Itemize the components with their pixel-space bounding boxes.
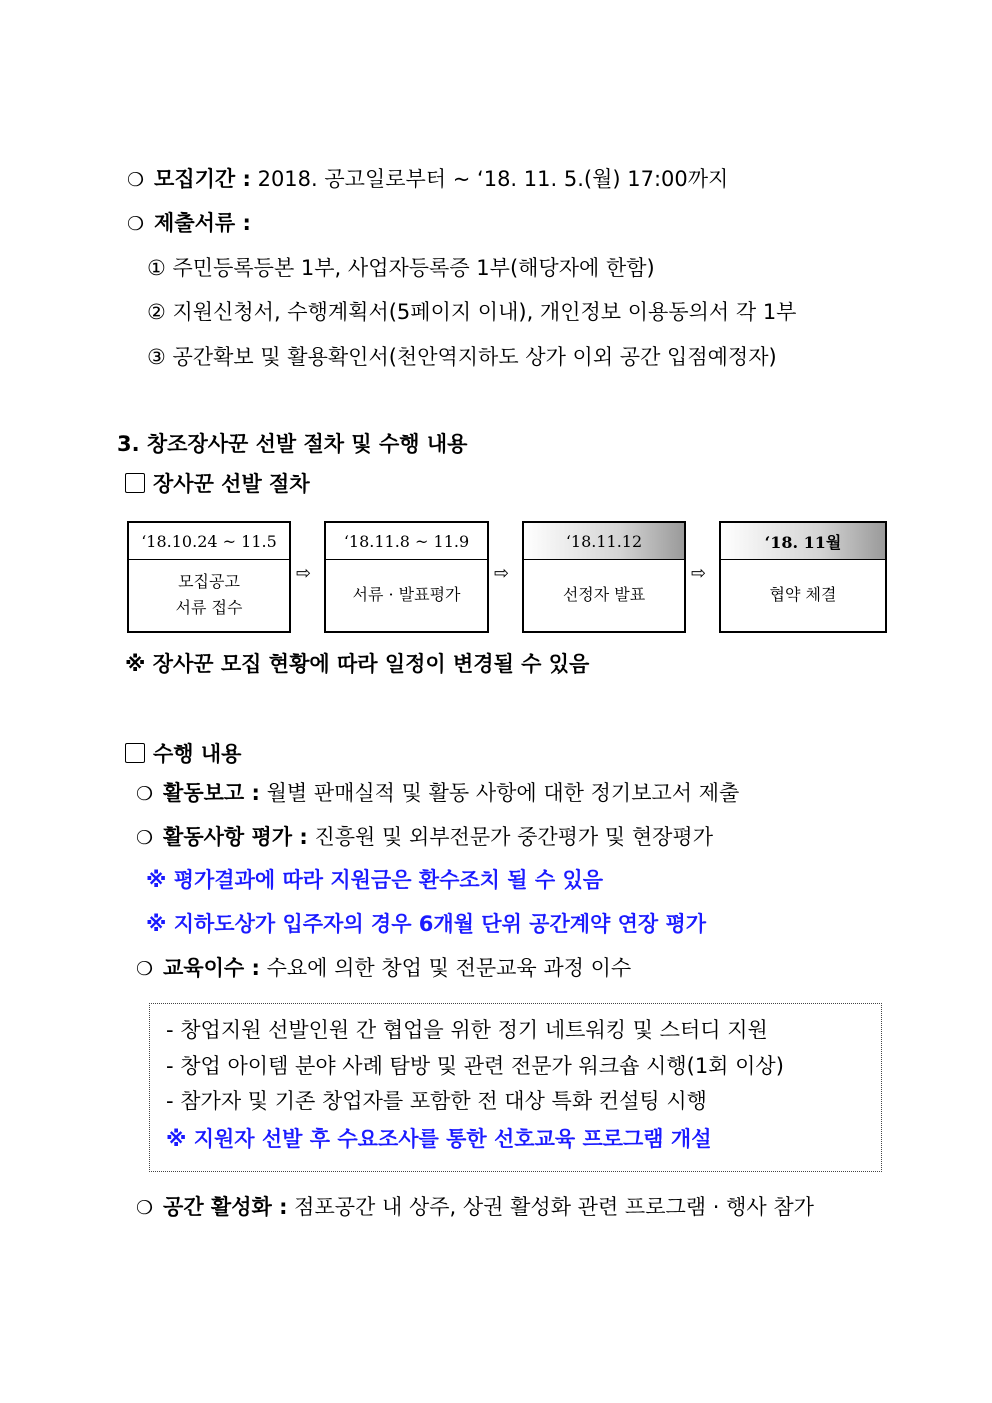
flow-step-body: [129, 560, 289, 630]
education-note: ※ 지원자 선발 후 수요조사를 통한 선호교육 프로그램 개설: [166, 1127, 712, 1151]
education-item: - 창업지원 선발인원 간 협업을 위한 정기 네트워킹 및 스터디 지원: [166, 1018, 768, 1042]
docs-label: 제출서류 :: [154, 211, 251, 235]
bullet-circle-icon: ❍: [136, 827, 154, 849]
refund-note: ※ 평가결과에 따라 지원금은 환수조치 될 수 있음: [146, 868, 604, 892]
activity-report-value: 월별 판매실적 및 활동 사항에 대한 정기보고서 제출: [259, 781, 740, 805]
flow-step-text: 모집공고: [178, 572, 240, 591]
flow-step-date: [721, 523, 885, 560]
selection-heading: [125, 470, 310, 498]
recruit-period-label: 모집기간 :: [154, 167, 251, 191]
bullet-circle-icon: ❍: [127, 213, 145, 235]
activity-eval-value: 진흥원 및 외부전문가 중간평가 및 현장평가: [307, 825, 713, 849]
doc-item-text: 공간확보 및 활용확인서(천안역지하도 상가 이외 공간 입점예정자): [172, 345, 777, 369]
recruit-period-line: [127, 165, 728, 194]
doc-item: [147, 254, 655, 282]
checkbox-square-icon: [125, 743, 145, 763]
bullet-circle-icon: ❍: [136, 958, 154, 980]
recruit-period-value: 2018. 공고일로부터 ~ ‘18. 11. 5.(월) 17:00까지: [250, 167, 729, 191]
education-line: [136, 954, 631, 983]
flow-step-body: [326, 560, 487, 630]
checkbox-square-icon: [125, 473, 145, 493]
flow-step-date: ‘18.11.12: [524, 523, 684, 560]
doc-item-number: ③: [147, 345, 166, 369]
doc-item: [147, 343, 777, 371]
flow-step-body: [721, 560, 885, 630]
bullet-circle-icon: ❍: [136, 783, 154, 805]
bullet-circle-icon: ❍: [127, 169, 145, 191]
flow-step-4: [719, 521, 887, 633]
docs-line: [127, 209, 251, 238]
education-label: 교육이수 :: [163, 956, 260, 980]
flow-arrow-icon: ⇨: [691, 563, 707, 584]
space-line: [136, 1193, 814, 1222]
contract-note: ※ 지하도상가 입주자의 경우 6개월 단위 공간계약 연장 평가: [146, 912, 707, 936]
flow-step-text: 서류 · 발표평가: [352, 585, 461, 604]
bullet-circle-icon: ❍: [136, 1197, 154, 1219]
flow-arrow-icon: ⇨: [494, 563, 510, 584]
education-value: 수요에 의한 창업 및 전문교육 과정 이수: [259, 956, 632, 980]
flow-step-1: [127, 521, 291, 633]
selection-heading-label: 장사꾼 선발 절차: [153, 472, 310, 496]
space-label: 공간 활성화 :: [163, 1195, 288, 1219]
doc-item-text: 주민등록등본 1부, 사업자등록증 1부(해당자에 한함): [172, 256, 655, 280]
tasks-heading-label: 수행 내용: [153, 742, 242, 766]
flow-step-date: ‘18.10.24 ~ 11.5: [129, 523, 289, 560]
flow-step-3: [522, 521, 686, 633]
flow-step-text: 협약 체결: [769, 585, 837, 604]
doc-item-number: ②: [147, 300, 166, 324]
flow-step-text: 서류 접수: [175, 598, 243, 617]
activity-report-line: [136, 779, 739, 808]
education-item: - 창업 아이템 분야 사례 탐방 및 관련 전문가 워크숍 시행(1회 이상): [166, 1054, 784, 1078]
doc-item-text: 지원신청서, 수행계획서(5페이지 이내), 개인정보 이용동의서 각 1부: [172, 300, 797, 324]
doc-item: [147, 298, 796, 326]
flow-step-date: ‘18.11.8 ~ 11.9: [326, 523, 487, 560]
section-title: 3. 창조장사꾼 선발 절차 및 수행 내용: [117, 432, 468, 456]
flow-arrow-icon: ⇨: [296, 563, 312, 584]
tasks-heading: [125, 740, 241, 768]
activity-report-label: 활동보고 :: [163, 781, 260, 805]
activity-eval-line: [136, 823, 713, 852]
activity-eval-label: 활동사항 평가 :: [163, 825, 308, 849]
flow-step-body: [524, 560, 684, 630]
space-value: 점포공간 내 상주, 상권 활성화 관련 프로그램 · 행사 참가: [287, 1195, 814, 1219]
flow-step-text: 선정자 발표: [562, 585, 646, 604]
doc-item-number: ①: [147, 256, 166, 280]
education-item: - 참가자 및 기존 창업자를 포함한 전 대상 특화 컨설팅 시행: [166, 1089, 707, 1113]
flow-step-date-text: ‘18. 11월: [764, 532, 842, 552]
schedule-note: ※ 장사꾼 모집 현황에 따라 일정이 변경될 수 있음: [125, 652, 590, 676]
flow-step-2: [324, 521, 489, 633]
